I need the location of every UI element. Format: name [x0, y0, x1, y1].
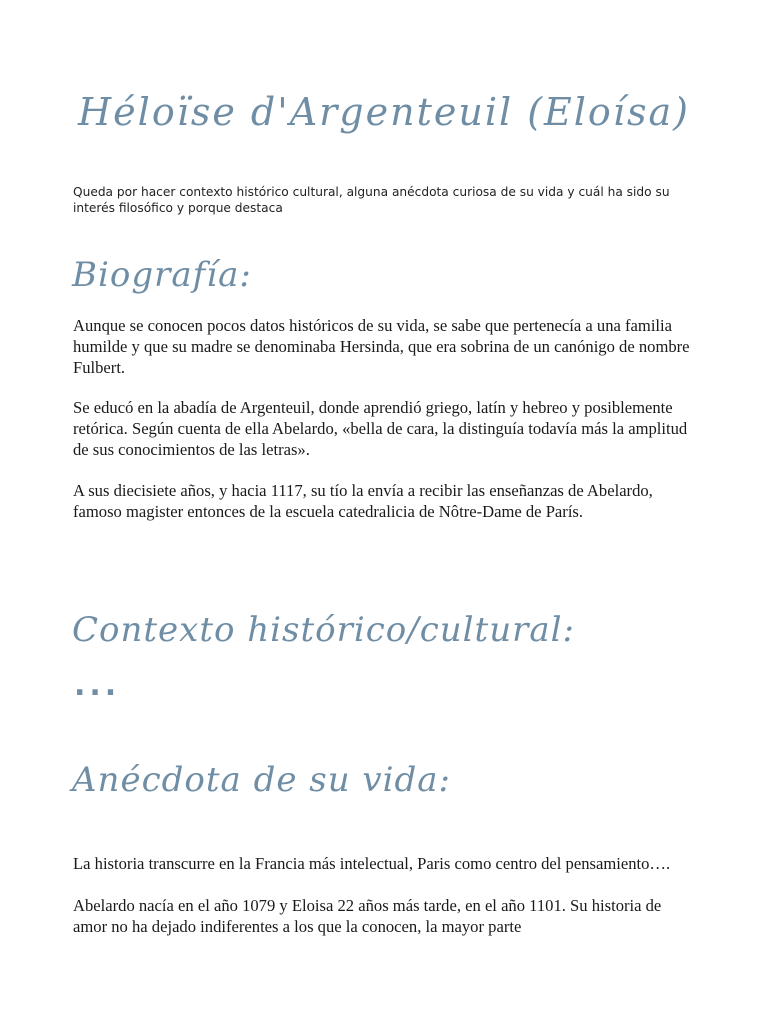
paragraph-text: La historia transcurre en la Francia más intelectual, Paris como centro del pensamiento…. — [73, 854, 671, 873]
biografia-paragraph-3 — [73, 481, 693, 523]
paragraph-text: A sus diecisiete años, y hacia 1117, su tío la envía a recibir las enseñanzas de Abelardo, famoso magister entonces de la escuela catedralicia de Nôtre-Dame de París. — [73, 481, 653, 521]
paragraph-text: Se educó en la abadía de Argenteuil, donde aprendió griego, latín y hebreo y posiblemente retórica. Según cuenta de ella Abelardo, «bella de cara, la distinguía todavía más la amplitud de sus conocimientos de las letras». — [73, 398, 688, 459]
anecdota-paragraph-1 — [73, 854, 693, 875]
heading-biografia: Biografía: — [72, 255, 252, 295]
biografia-paragraph-2 — [73, 398, 693, 460]
contexto-placeholder: ... — [74, 668, 121, 703]
heading-contexto: Contexto histórico/cultural: — [72, 610, 575, 650]
anecdota-paragraph-2 — [73, 896, 693, 938]
heading-anecdota: Anécdota de su vida: — [72, 760, 452, 800]
todo-note: Queda por hacer contexto histórico cultural, alguna anécdota curiosa de su vida y cuál ha sido su interés filosófico y porque destaca — [73, 185, 670, 215]
paragraph-text: Abelardo nacía en el año 1079 y Eloisa 22 años más tarde, en el año 1101. Su historia de amor no ha dejado indiferentes a los que la conocen, la mayor parte — [73, 896, 662, 936]
document-title: Héloïse d'Argenteuil (Eloísa) — [78, 90, 690, 134]
biografia-paragraph-1 — [73, 316, 693, 378]
paragraph-text: Aunque se conocen pocos datos históricos de su vida, se sabe que pertenecía a una familia humilde y que su madre se denominaba Hersinda, que era sobrina de un canónigo de nombre Fulbert. — [73, 316, 690, 377]
